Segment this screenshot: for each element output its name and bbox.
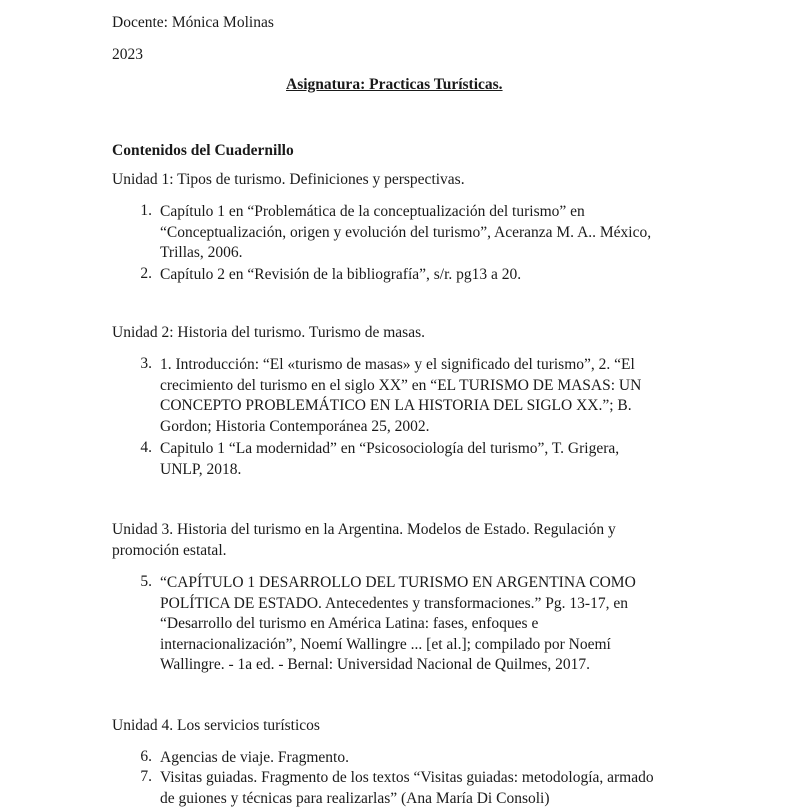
list-number: 3. — [140, 355, 152, 372]
list-number: 5. — [140, 573, 152, 590]
list-number: 7. — [140, 768, 152, 785]
unit-2-heading: Unidad 2: Historia del turismo. Turismo de masas. — [112, 324, 426, 341]
list-text: Capítulo 2 en “Revisión de la bibliografía”, s/r. pg13 a 20. — [160, 266, 522, 283]
list-text: Capitulo 1 “La modernidad” en “Psicosociología del turismo”, T. Grigera, UNLP, 2018. — [160, 440, 620, 478]
list-text: Agencias de viaje. Fragmento. — [160, 749, 349, 766]
list-text: 1. Introducción: “El «turismo de masas» y el significado del turismo”, 2. “El crecimiento del turismo en el siglo XX” en “EL TURISMO DE MASAS: UN CONCEPTO PROBLEMÁTICO EN LA HISTORIA DEL SIGLO XX.”; B. Gordon; Historia Contemporánea 25, 2002. — [160, 356, 642, 435]
list-text: Visitas guiadas. Fragmento de los textos “Visitas guiadas: metodología, armado de guiones y técnicas para realizarlas” (Ana María Di Consoli) — [160, 769, 654, 807]
year-line: 2023 — [112, 46, 143, 63]
list-number: 4. — [140, 439, 152, 456]
list-text: “CAPÍTULO 1 DESARROLLO DEL TURISMO EN ARGENTINA COMO POLÍTICA DE ESTADO. Antecedentes y transformaciones.” Pg. 13-17, en “Desarrollo del turismo en América Latina: fases, enfoques e internacionalización”, Noemí Wallingre ... [et al.]; compilado por Noemí Wallingre. - 1a ed. - Bernal: Universidad Nacional de Quilmes, 2017. — [160, 574, 636, 673]
unit-4-heading: Unidad 4. Los servicios turísticos — [112, 717, 320, 734]
list-number: 2. — [140, 265, 152, 282]
list-text: Capítulo 1 en “Problemática de la conceptualización del turismo” en “Conceptualización, origen y evolución del turismo”, Aceranza M. A.. México, Trillas, 2006. — [160, 203, 652, 261]
teacher-line: Docente: Mónica Molinas — [112, 14, 274, 31]
unit-3-heading: Unidad 3. Historia del turismo en la Argentina. Modelos de Estado. Regulación y promoción estatal. — [112, 521, 616, 559]
list-number: 6. — [140, 748, 152, 765]
unit-1-heading: Unidad 1: Tipos de turismo. Definiciones y perspectivas. — [112, 171, 465, 188]
contents-heading: Contenidos del Cuadernillo — [112, 142, 294, 159]
list-number: 1. — [140, 202, 152, 219]
subject-title: Asignatura: Practicas Turísticas. — [286, 76, 503, 93]
